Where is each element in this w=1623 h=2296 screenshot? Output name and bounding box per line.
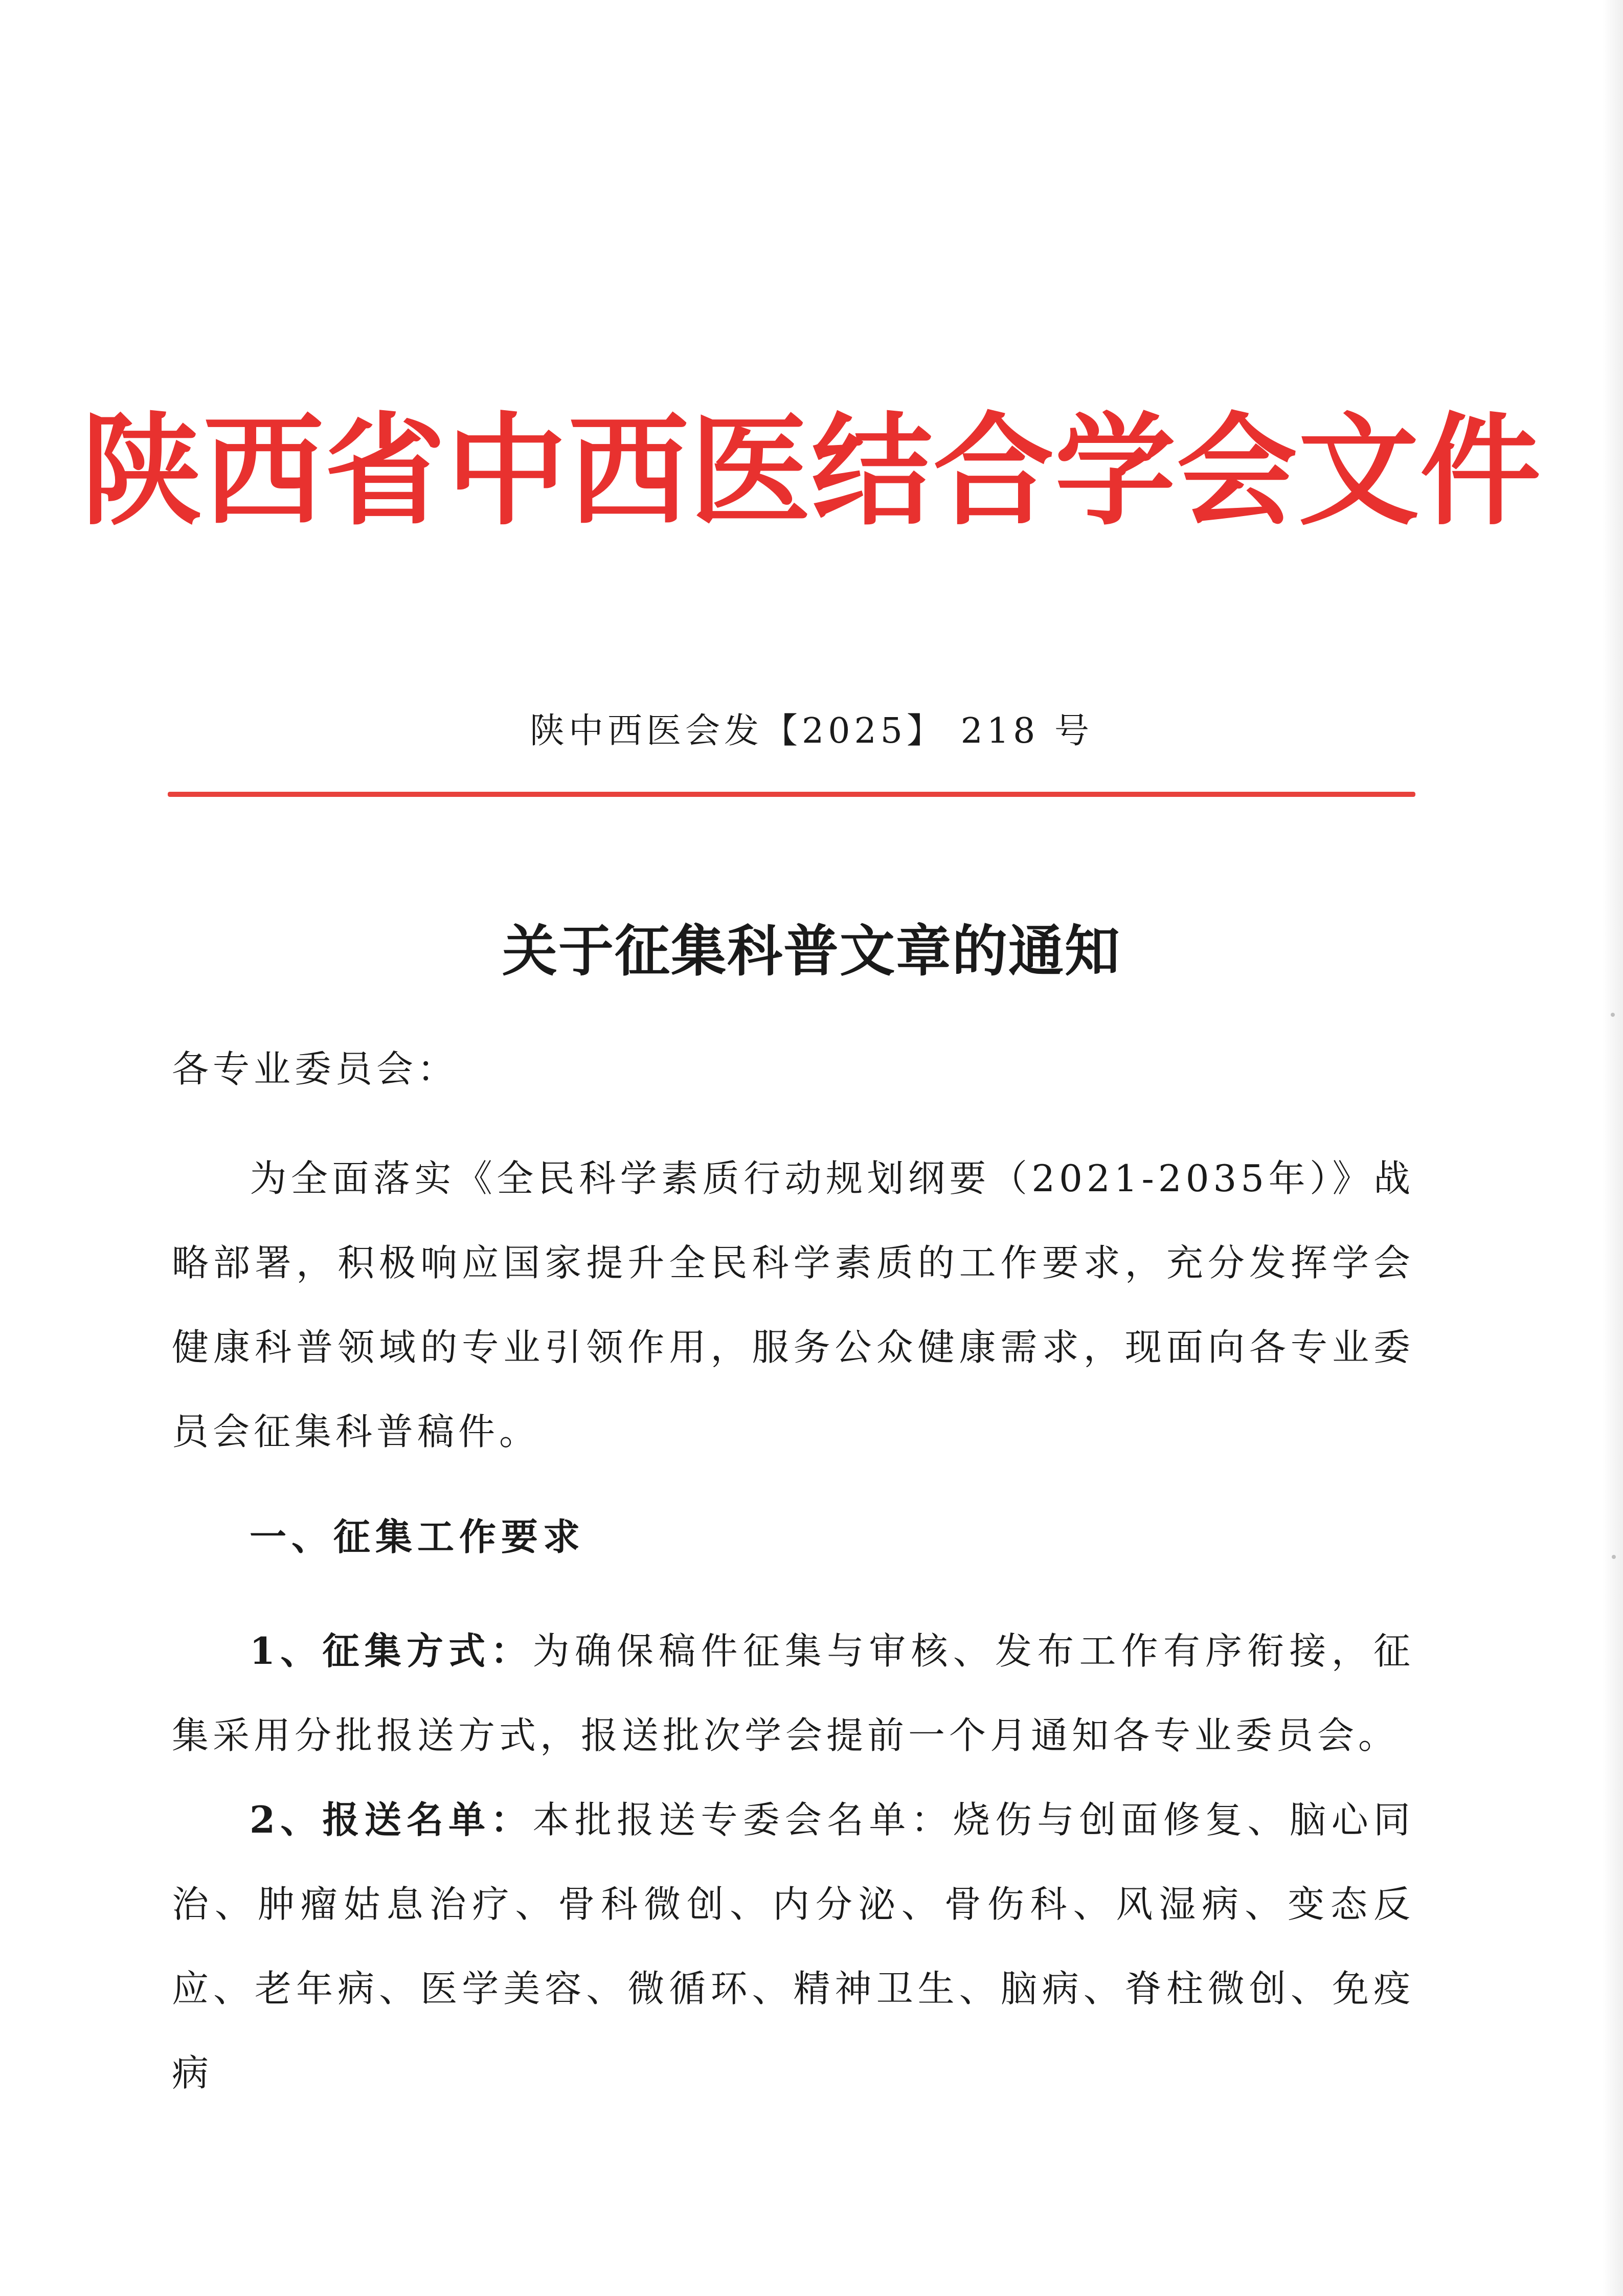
notice-title: 关于征集科普文章的通知 — [502, 919, 1121, 984]
item-label: 1、征集方式： — [250, 1629, 533, 1673]
intro-paragraph — [172, 1136, 1414, 1474]
item-label: 2、报送名单： — [250, 1798, 533, 1841]
requirement-item-collection-method — [172, 1609, 1414, 1778]
letterhead-title: 陕西省中西医结合学会文件 — [81, 399, 1542, 542]
document-number: 陕中西医会发【2025】 218 号 — [529, 711, 1094, 751]
salutation: 各专业委员会： — [172, 1047, 459, 1090]
scan-speck — [1612, 1555, 1616, 1559]
scan-speck — [1611, 1013, 1615, 1017]
intro-paragraph-text: 为全面落实《全民科学素质行动规划纲要（2021-2035年）》战略部署，积极响应国家提升全民科学素质的工作要求，充分发挥学会健康科普领域的专业引领作用，服务公众健康需求，现面向各专业委员会征集科普稿件。 — [172, 1157, 1414, 1453]
section-heading: 一、征集工作要求 — [250, 1515, 585, 1558]
item-text: 本批报送专委会名单：烧伤与创面修复、脑心同治、肿瘤姑息治疗、骨科微创、内分泌、骨伤科、风湿病、变态反应、老年病、医学美容、微循环、精神卫生、脑病、脊柱微创、免疫病 — [172, 1798, 1414, 2094]
item-text: 为确保稿件征集与审核、发布工作有序衔接，征集采用分批报送方式，报送批次学会提前一个月通知各专业委员会。 — [172, 1630, 1414, 1757]
red-divider-rule — [168, 792, 1415, 797]
scan-edge-shadow — [1603, 0, 1623, 2296]
requirement-item-submission-list — [172, 1777, 1414, 2115]
